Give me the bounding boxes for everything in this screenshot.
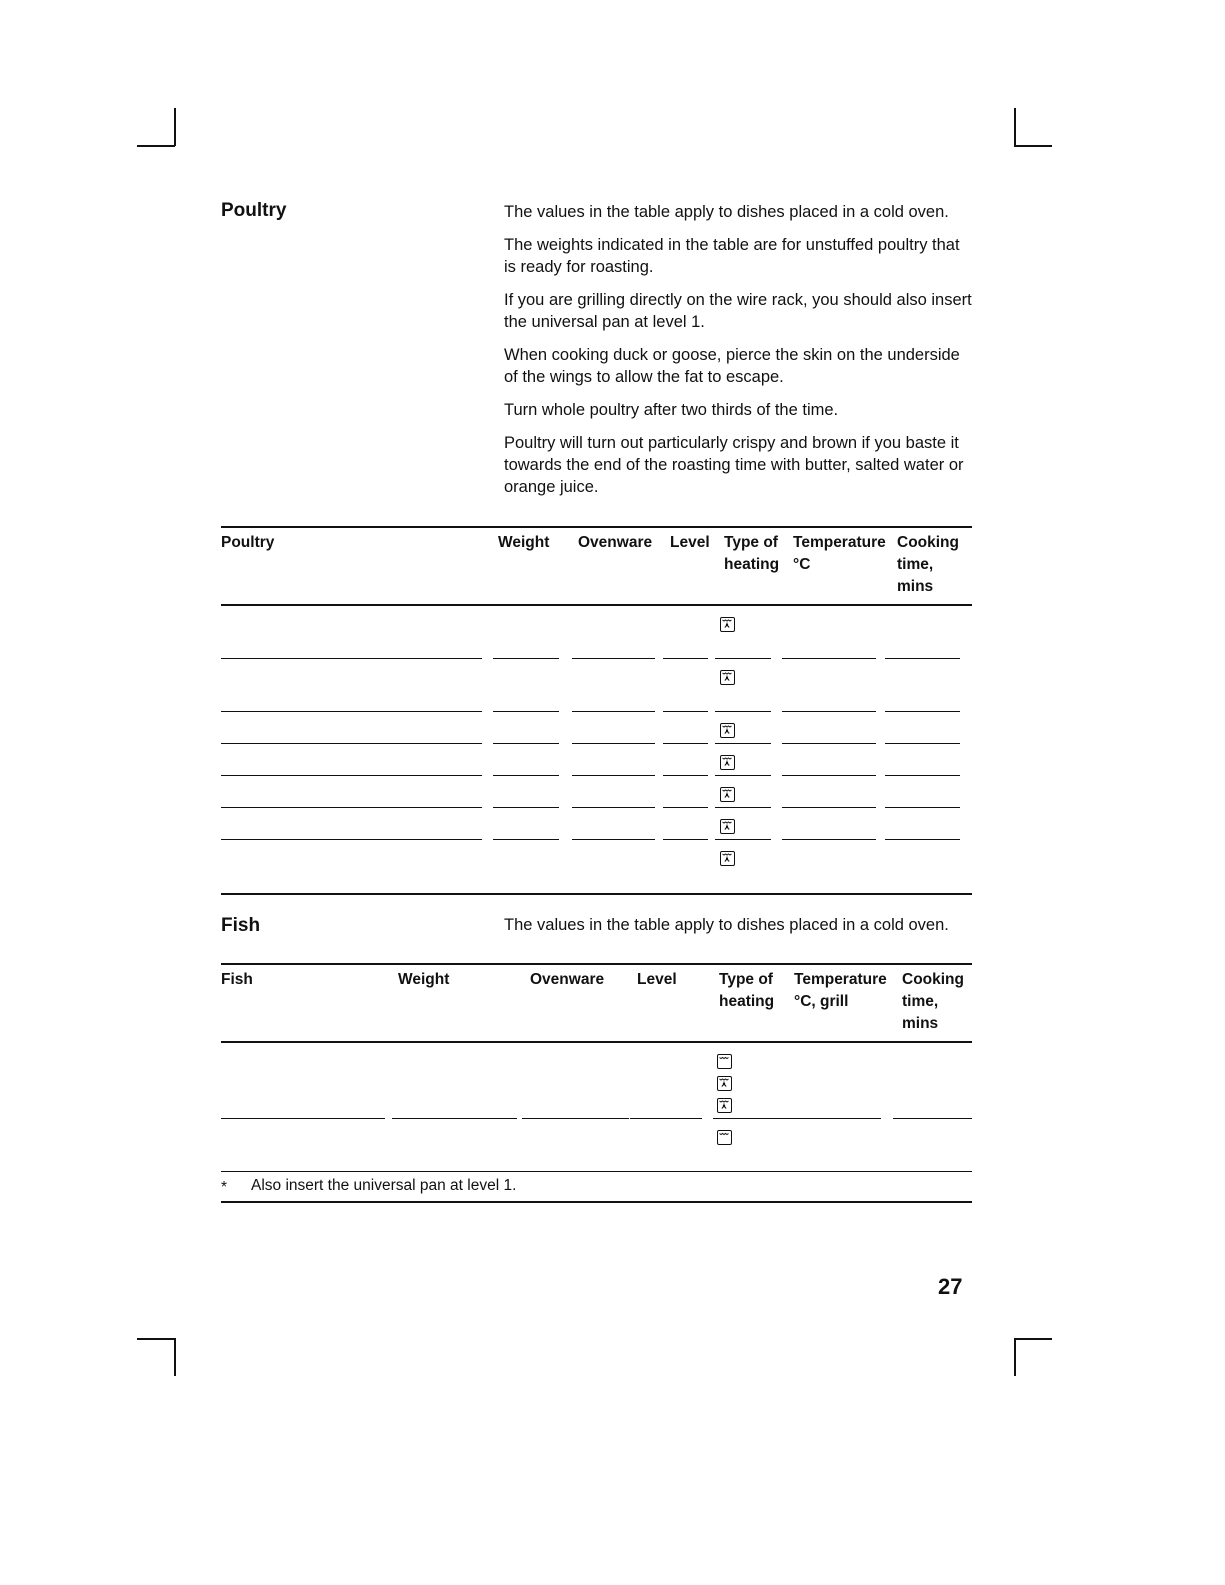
row-heating <box>720 667 750 689</box>
row-heating <box>717 1051 747 1073</box>
fish-section-title: Fish <box>221 915 261 936</box>
col-header-heating: Type of heating <box>724 534 780 573</box>
fan-grill-icon <box>720 755 735 770</box>
footnote-mark: * <box>221 1179 228 1196</box>
table-row <box>221 606 972 659</box>
row-heating <box>717 1127 747 1149</box>
crop-mark-top-left-v <box>174 108 176 146</box>
fish-table-body <box>221 1043 972 1172</box>
col-header-ovenware: Ovenware <box>578 534 653 551</box>
fan-grill-icon <box>720 670 735 685</box>
footnote-text: Also insert the universal pan at level 1. <box>251 1177 517 1194</box>
fan-grill-icon <box>717 1098 732 1113</box>
col-header-fish: Fish <box>221 971 253 988</box>
row-heating <box>720 614 750 636</box>
page-number: 27 <box>938 1274 963 1299</box>
poultry-paragraph: Turn whole poultry after two thirds of the time. <box>504 401 839 419</box>
table-row <box>221 744 972 776</box>
fan-grill-icon <box>717 1076 732 1091</box>
col-header-time: Cooking time, mins <box>897 534 959 595</box>
crop-mark-top-left-h <box>137 145 175 147</box>
poultry-paragraph: When cooking duck or goose, pierce the skin on the underside of the wings to allow the fat to escape. <box>504 346 960 386</box>
poultry-paragraph: The values in the table apply to dishes placed in a cold oven. <box>504 203 949 221</box>
poultry-table-header <box>221 528 972 606</box>
grill-icon <box>717 1130 732 1145</box>
col-header-level: Level <box>637 971 677 988</box>
col-header-time: Cooking time, mins <box>902 971 964 1032</box>
fish-table <box>221 963 972 1172</box>
fan-grill-icon <box>720 819 735 834</box>
col-header-ovenware: Ovenware <box>530 971 605 988</box>
col-header-heating: Type of heating <box>719 971 775 1010</box>
table-row <box>221 659 972 712</box>
poultry-section-title: Poultry <box>221 200 287 221</box>
table-row <box>221 808 972 840</box>
fish-table-header <box>221 965 972 1043</box>
crop-mark-bottom-right-h <box>1014 1338 1052 1340</box>
poultry-paragraph: If you are grilling directly on the wire rack, you should also insert the universal pan at level 1. <box>504 291 972 331</box>
col-header-poultry: Poultry <box>221 534 275 551</box>
fan-grill-icon <box>720 617 735 632</box>
poultry-table-body <box>221 606 972 893</box>
crop-mark-top-right-v <box>1014 108 1016 146</box>
poultry-paragraph: The weights indicated in the table are for unstuffed poultry that is ready for roasting. <box>504 236 960 276</box>
table-row <box>221 840 972 893</box>
fan-grill-icon <box>720 787 735 802</box>
crop-mark-bottom-left-h <box>137 1338 175 1340</box>
crop-mark-bottom-left-v <box>174 1338 176 1376</box>
table-row <box>221 1119 972 1172</box>
col-header-weight: Weight <box>398 971 450 988</box>
row-heating <box>720 720 750 742</box>
row-heating <box>720 848 750 870</box>
col-header-level: Level <box>670 534 710 551</box>
col-header-temperature: Temperature °C, grill <box>794 971 887 1010</box>
poultry-table <box>221 526 972 895</box>
fan-grill-icon <box>720 723 735 738</box>
poultry-intro <box>504 201 974 509</box>
footnote-rule <box>221 1201 972 1203</box>
table-row <box>221 712 972 744</box>
fan-grill-icon <box>720 851 735 866</box>
table-row <box>221 1043 972 1119</box>
row-heating <box>720 752 750 774</box>
row-heating <box>720 816 750 838</box>
fish-paragraph: The values in the table apply to dishes placed in a cold oven. <box>504 916 949 934</box>
crop-mark-bottom-right-v <box>1014 1338 1016 1376</box>
col-header-weight: Weight <box>498 534 550 551</box>
fish-intro <box>504 914 974 947</box>
crop-mark-top-right-h <box>1014 145 1052 147</box>
table-row <box>221 776 972 808</box>
poultry-paragraph: Poultry will turn out particularly crispy and brown if you baste it towards the end of the roasting time with butter, salted water or orange juice. <box>504 434 964 496</box>
grill-icon <box>717 1054 732 1069</box>
row-heating <box>717 1073 747 1095</box>
row-heating <box>720 784 750 806</box>
col-header-temperature: Temperature °C <box>793 534 886 573</box>
row-heating <box>717 1095 747 1117</box>
row-rule <box>221 1171 972 1172</box>
